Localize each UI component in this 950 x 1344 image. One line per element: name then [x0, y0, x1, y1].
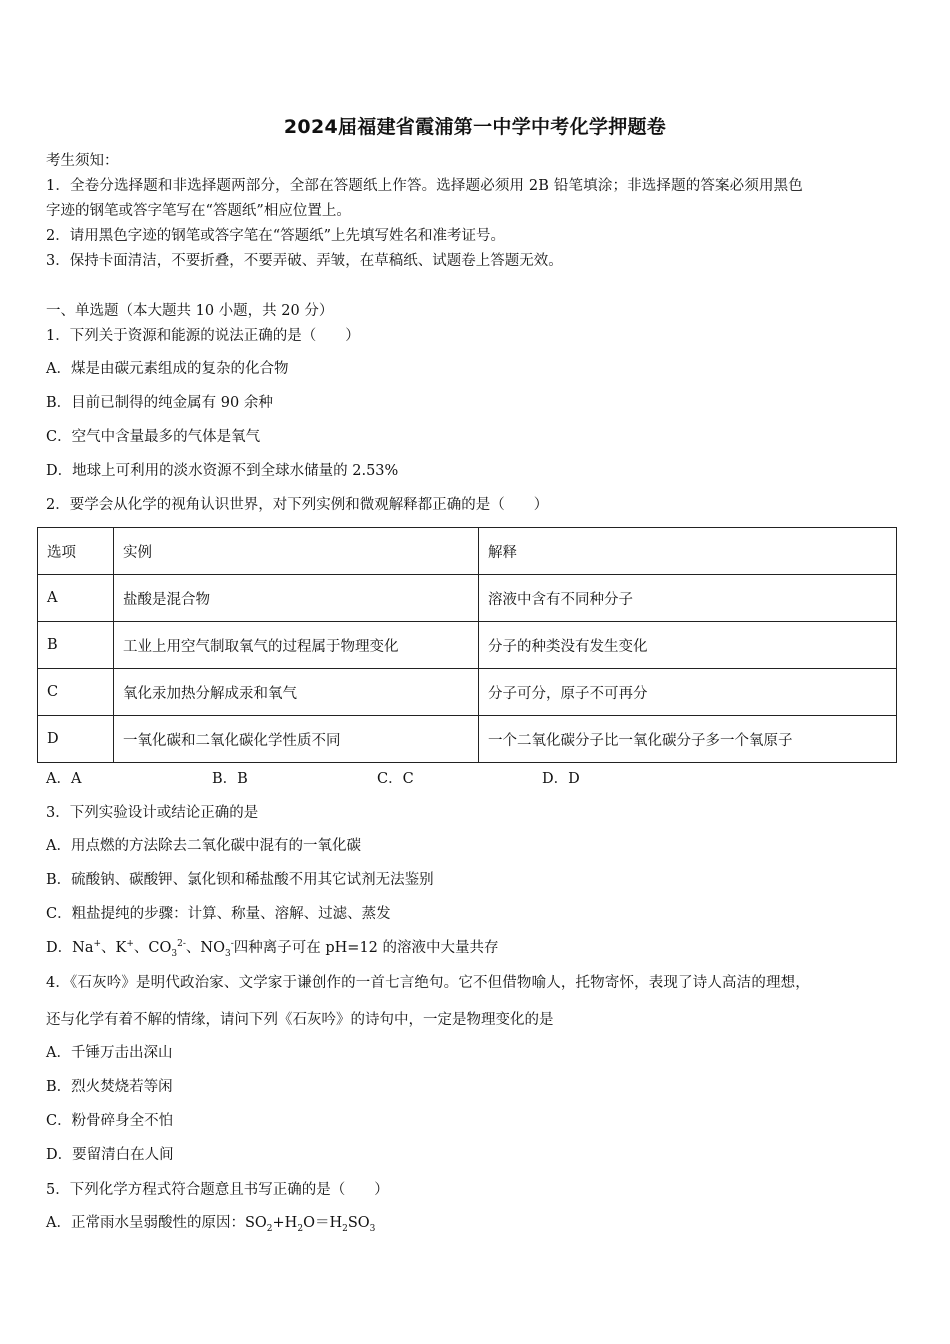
- q4-stem-line-2: 还与化学有着不解的情缘，请问下列《石灰吟》的诗句中，一定是物理变化的是: [46, 1012, 554, 1028]
- table-cell: B: [38, 622, 114, 669]
- table-row: [38, 669, 897, 716]
- q4-option-c: C．粉骨碎身全不怕: [46, 1113, 174, 1129]
- table-header-cell: 实例: [114, 528, 479, 575]
- q1-stem: 1．下列关于资源和能源的说法正确的是（ ）: [46, 328, 360, 344]
- q2-option-d: D．D: [542, 771, 580, 787]
- table-cell: D: [38, 716, 114, 763]
- table-cell: 分子的种类没有发生变化: [479, 622, 897, 669]
- q5-option-a: [46, 1213, 375, 1233]
- q3-option-d: [46, 938, 499, 958]
- table-cell: 一氧化碳和二氧化碳化学性质不同: [114, 716, 479, 763]
- q3-option-a: A．用点燃的方法除去二氧化碳中混有的一氧化碳: [46, 838, 361, 854]
- q5-a-mid-1: +H: [272, 1215, 298, 1231]
- q3-d-sup-1: +: [93, 939, 102, 950]
- q5-a-sub-3: 2: [342, 1223, 348, 1234]
- table-row: [38, 622, 897, 669]
- q4-option-a: A．千锤万击出深山: [46, 1045, 173, 1061]
- q1-option-c: C．空气中含量最多的气体是氧气: [46, 429, 261, 445]
- table-cell: A: [38, 575, 114, 622]
- q2-table: [37, 527, 897, 763]
- q3-d-sub-3: 3: [171, 948, 178, 959]
- q2-option-b: B．B: [212, 771, 248, 787]
- notice-line-3: 3．保持卡面清洁，不要折叠，不要弄破、弄皱，在草稿纸、试题卷上答题无效。: [46, 253, 563, 269]
- q1-option-d: D．地球上可利用的淡水资源不到全球水储量的 2.53%: [46, 463, 399, 479]
- q3-stem: 3．下列实验设计或结论正确的是: [46, 805, 259, 821]
- q3-option-b: B．硫酸钠、碳酸钾、氯化钡和稀盐酸不用其它试剂无法鉴别: [46, 872, 434, 888]
- q3-option-c: C．粗盐提纯的步骤：计算、称量、溶解、过滤、蒸发: [46, 906, 391, 922]
- page-title: 2024届福建省霞浦第一中学中考化学押题卷: [283, 116, 667, 138]
- q5-a-mid-3: SO: [347, 1215, 370, 1231]
- q3-d-suffix: 四种离子可在 pH=12 的溶液中大量共存: [233, 940, 499, 956]
- table-cell: 盐酸是混合物: [114, 575, 479, 622]
- q3-d-sup-4: -: [230, 939, 234, 950]
- q3-d-sup-3: 2-: [177, 939, 186, 950]
- q4-option-d: D．要留清白在人间: [46, 1147, 174, 1163]
- table-cell: 氧化汞加热分解成汞和氧气: [114, 669, 479, 716]
- q3-d-sup-2: +: [126, 939, 134, 950]
- q5-a-prefix: A．正常雨水呈弱酸性的原因：SO: [46, 1215, 267, 1231]
- q4-stem-line-1: 4．《石灰吟》是明代政治家、文学家于谦创作的一首七言绝句。它不但借物喻人，托物寄怀，表现了诗人高洁的理想，: [46, 975, 810, 991]
- q3-d-mid-2: 、CO: [133, 940, 172, 956]
- table-header-cell: 解释: [479, 528, 897, 575]
- q5-a-sub-2: 2: [297, 1223, 304, 1234]
- notice-line-1a: 1．全卷分选择题和非选择题两部分，全部在答题纸上作答。选择题必须用 2B 铅笔填涂；非选择题的答案必须用黑色: [46, 178, 803, 194]
- table-row: [38, 575, 897, 622]
- q5-stem: 5．下列化学方程式符合题意且书写正确的是（ ）: [46, 1182, 389, 1198]
- table-header-cell: 选项: [38, 528, 114, 575]
- notice-heading: 考生须知：: [46, 153, 119, 169]
- q3-d-sub-4: 3: [224, 948, 231, 959]
- q3-d-prefix: D．Na: [46, 940, 94, 956]
- notice-line-2: 2．请用黑色字迹的钢笔或答字笔在“答题纸”上先填写姓名和准考证号。: [46, 228, 506, 244]
- table-header-row: [38, 528, 897, 575]
- q3-d-mid-1: 、K: [101, 940, 127, 956]
- q4-option-b: B．烈火焚烧若等闲: [46, 1079, 173, 1095]
- q2-stem: 2．要学会从化学的视角认识世界，对下列实例和微观解释都正确的是（ ）: [46, 497, 549, 513]
- q1-option-a: A．煤是由碳元素组成的复杂的化合物: [46, 361, 289, 377]
- notice-line-1b: 字迹的钢笔或答字笔写在“答题纸”相应位置上。: [46, 203, 351, 219]
- table-cell: 溶液中含有不同种分子: [479, 575, 897, 622]
- q2-option-a: A．A: [46, 771, 82, 787]
- table-cell: 分子可分，原子不可再分: [479, 669, 897, 716]
- table-cell: 一个二氧化碳分子比一氧化碳分子多一个氧原子: [479, 716, 897, 763]
- q2-option-c: C．C: [377, 771, 414, 787]
- q5-a-sub-4: 3: [369, 1223, 376, 1234]
- q5-a-mid-2: O＝H: [303, 1215, 343, 1231]
- q3-d-mid-3: 、NO: [185, 940, 225, 956]
- table-cell: 工业上用空气制取氧气的过程属于物理变化: [114, 622, 479, 669]
- q1-option-b: B．目前已制得的纯金属有 90 余种: [46, 395, 273, 411]
- table-cell: C: [38, 669, 114, 716]
- section-heading: 一、单选题（本大题共 10 小题，共 20 分）: [46, 303, 334, 319]
- q5-a-sub-1: 2: [266, 1223, 273, 1234]
- table-row: [38, 716, 897, 763]
